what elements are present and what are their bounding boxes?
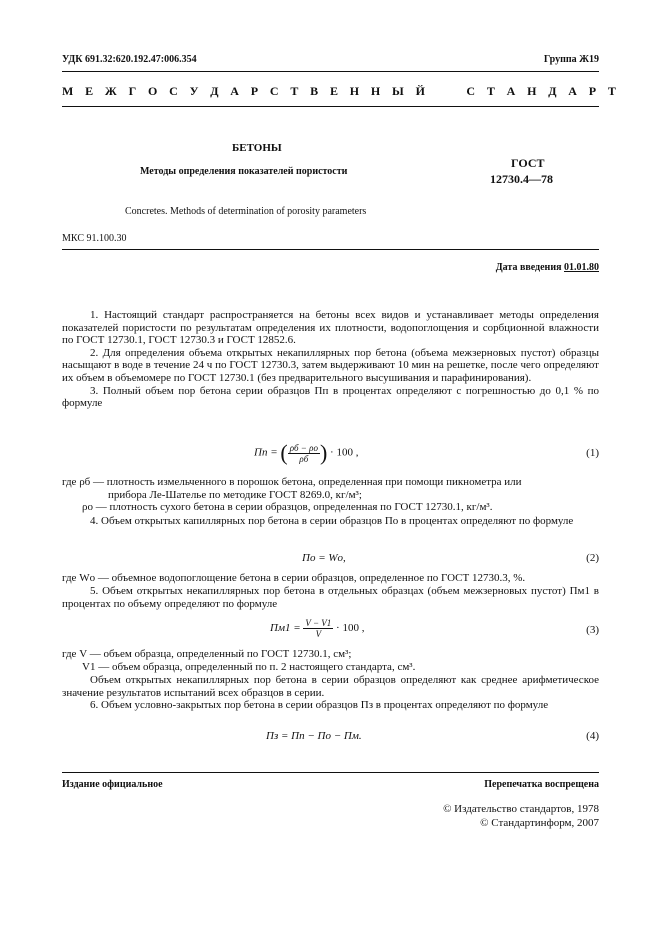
where-v1: V1 — объем образца, определенный по п. 2 настоящего стандарта, см³. bbox=[82, 660, 416, 673]
section-4 bbox=[62, 515, 599, 528]
formula-3-numerator: V − V1 bbox=[305, 618, 332, 628]
paragraph-6: 6. Объем условно-закрытых пор бетона в серии образцов Пз в процентах определяют по формуле bbox=[90, 699, 549, 712]
mks-code: МКС 91.100.30 bbox=[62, 233, 127, 244]
formula-1-denominator: ρб bbox=[299, 453, 309, 464]
formula-1-fraction bbox=[288, 443, 320, 464]
paragraph-1: 1. Настоящий стандарт распространяется на бетоны всех видов и устанавливает методы определения показателей пористости по результатам определения их плотности, водопоглощения и сорбционной влажности по ГОСТ 12730.1, ГОСТ 12730.3 и ГОСТ 12852.6. bbox=[62, 309, 599, 347]
formula-3-lhs: Пм1 = bbox=[270, 622, 301, 635]
copyright-2007: © Стандартинформ, 2007 bbox=[480, 817, 599, 829]
effective-date-value: 01.01.80 bbox=[564, 262, 599, 273]
official-edition: Издание официальное bbox=[62, 779, 163, 790]
group-code: Группа Ж19 bbox=[543, 54, 599, 65]
where-block-3 bbox=[62, 648, 599, 673]
formula-1-numerator: ρб − ρо bbox=[289, 442, 318, 453]
where-rho-o: ρо — плотность сухого бетона в серии образцов, определенная по ГОСТ 12730.1, кг/м³. bbox=[82, 501, 493, 514]
where-v: где V — объем образца, определенный по ГОСТ 12730.1, см³; bbox=[62, 648, 352, 660]
paragraph-2: 2. Для определения объема открытых некапиллярных пор бетона (объема межзерновых пустот) образцы насыщают в воде в течение 24 ч по ГОСТ 12730.3, затем выдерживают 10 мин на решетке, после чего определяют их объем в объемомере по ГОСТ 12730.1 (без предварительного высушивания и парафинирования). bbox=[62, 346, 599, 384]
formula-3-denominator: V bbox=[315, 629, 322, 639]
banner-rule bbox=[62, 106, 599, 107]
copyright-1978: © Издательство стандартов, 1978 bbox=[443, 803, 599, 815]
where-block-1 bbox=[62, 476, 599, 514]
standard-banner: М Е Ж Г О С У Д А Р С Т В Е Н Н Ы Й С Т А Н Д А Р Т bbox=[62, 84, 621, 98]
udk-code: УДК 691.32:620.192.47:006.354 bbox=[62, 54, 197, 65]
effective-date-label: Дата введения bbox=[495, 262, 562, 273]
formula-1-lhs: Пп = bbox=[254, 446, 278, 459]
reprint-notice: Перепечатка воспрещена bbox=[484, 779, 599, 790]
where-rho-b-cont: прибора Ле-Шателье по методике ГОСТ 8269.0, кг/м³; bbox=[108, 488, 362, 501]
header-rule bbox=[62, 71, 599, 72]
equation-number-4: (4) bbox=[586, 730, 599, 742]
title-rule bbox=[62, 249, 599, 250]
formula-3-tail: · 100 , bbox=[336, 622, 365, 635]
formula-1-tail: · 100 , bbox=[330, 446, 359, 459]
gost-number: 12730.4—78 bbox=[490, 172, 553, 186]
formula-2: По = Wо, bbox=[302, 552, 346, 564]
paragraph-5: 5. Объем открытых некапиллярных пор бетона в отдельных образцах (объем межзерновых пустот) Пм1 в процентах по объему определяют по формуле bbox=[62, 585, 599, 610]
formula-3-fraction bbox=[303, 618, 333, 639]
gost-label: ГОСТ bbox=[511, 156, 545, 170]
formula-4: Пз = Пп − По − Пм. bbox=[266, 730, 362, 742]
english-title: Concretes. Methods of determination of porosity parameters bbox=[125, 206, 367, 217]
document-title: БЕТОНЫ bbox=[232, 142, 282, 154]
where-w-o: где Wо — объемное водопоглощение бетона в серии образцов, определенное по ГОСТ 12730.3, %. bbox=[62, 572, 526, 584]
section-5 bbox=[62, 585, 599, 610]
paragraph-4: 4. Объем открытых капиллярных пор бетона в серии образцов По в процентах определяют по формуле bbox=[90, 515, 574, 527]
equation-number-2: (2) bbox=[586, 552, 599, 564]
formula-1: Пп = ( $\frac{\rho б - \rho о}{\rho б}$ ) · 100 , bbox=[254, 440, 359, 465]
paragraph-5b: Объем открытых некапиллярных пор бетона в серии образцов определяют как среднее арифметическое значение результатов испытаний всех образцов в серии. bbox=[62, 674, 599, 699]
equation-number-1: (1) bbox=[586, 447, 599, 459]
section-1-3 bbox=[62, 309, 599, 410]
where-rho-b: где ρб — плотность измельченного в порошок бетона, определенная при помощи пикнометра или bbox=[62, 476, 522, 488]
effective-date bbox=[496, 262, 599, 273]
document-subtitle: Методы определения показателей пористости bbox=[140, 166, 348, 177]
paragraph-3: 3. Полный объем пор бетона серии образцов Пп в процентах определяют с погрешностью до 0,1 % по формуле bbox=[62, 384, 599, 410]
footer-rule bbox=[62, 772, 599, 773]
formula-3 bbox=[270, 618, 364, 639]
section-5b-6 bbox=[62, 674, 599, 712]
equation-number-3: (3) bbox=[586, 624, 599, 636]
